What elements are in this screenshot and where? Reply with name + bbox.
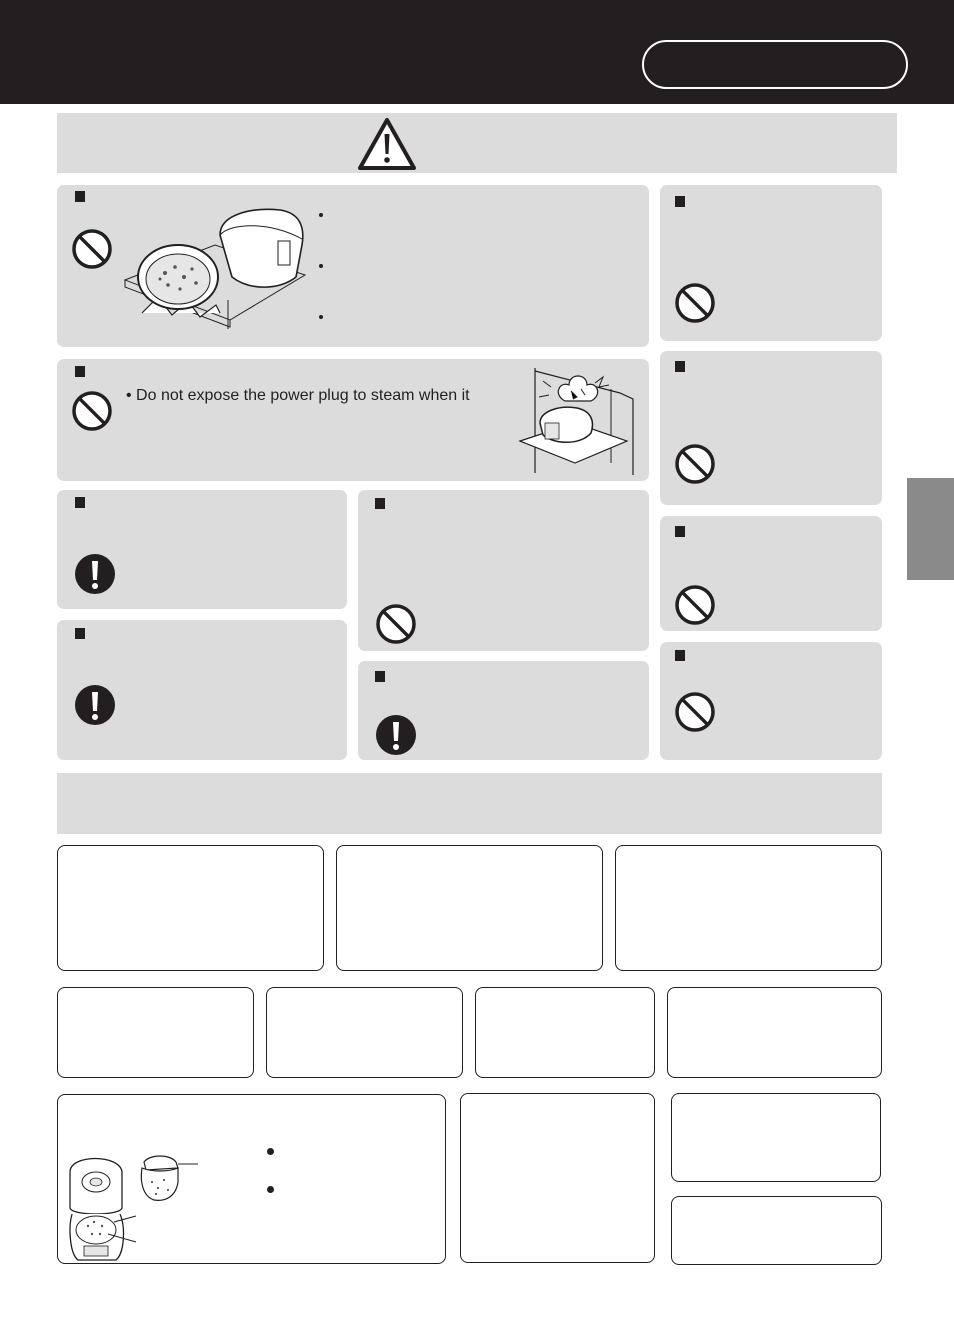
no-symbol-icon (71, 390, 113, 432)
bullet (267, 1148, 274, 1155)
bullet (319, 264, 323, 268)
note-box (266, 987, 463, 1078)
bullet (267, 1186, 274, 1193)
no-symbol-icon (71, 228, 113, 270)
panel-marker (375, 671, 385, 682)
header-section-pill (642, 40, 908, 89)
no-symbol-icon (674, 691, 716, 733)
no-symbol-icon (674, 282, 716, 324)
warning-triangle-icon (357, 117, 417, 171)
note-box (336, 845, 603, 971)
chapter-side-tab (907, 478, 954, 580)
note-box (671, 1196, 882, 1265)
note-box (57, 845, 324, 971)
cooker-on-stove-illustration (120, 205, 310, 332)
no-symbol-icon (375, 603, 417, 645)
steam-warning-text: • Do not expose the power plug to steam when it (126, 387, 470, 404)
notes-band (57, 773, 882, 834)
panel-marker (675, 196, 685, 207)
note-box (460, 1093, 655, 1263)
note-box (615, 845, 882, 971)
cooker-under-cabinet-illustration (515, 363, 639, 479)
panel-marker (675, 650, 685, 661)
panel-marker (675, 526, 685, 537)
panel-marker (675, 361, 685, 372)
no-symbol-icon (674, 584, 716, 626)
exclamation-icon (375, 714, 417, 756)
note-box (475, 987, 655, 1078)
panel-marker (75, 366, 85, 377)
note-box (667, 987, 882, 1078)
panel-marker (75, 191, 85, 202)
exclamation-icon (74, 684, 116, 726)
bullet (319, 213, 323, 217)
panel-marker (75, 497, 85, 508)
note-box (57, 987, 254, 1078)
panel-marker (75, 628, 85, 639)
panel-marker (375, 498, 385, 509)
caution-band (57, 113, 897, 173)
bullet (319, 315, 323, 319)
steam-cap-illustration (134, 1152, 200, 1204)
exclamation-icon (74, 553, 116, 595)
note-box (671, 1093, 881, 1182)
no-symbol-icon (674, 443, 716, 485)
